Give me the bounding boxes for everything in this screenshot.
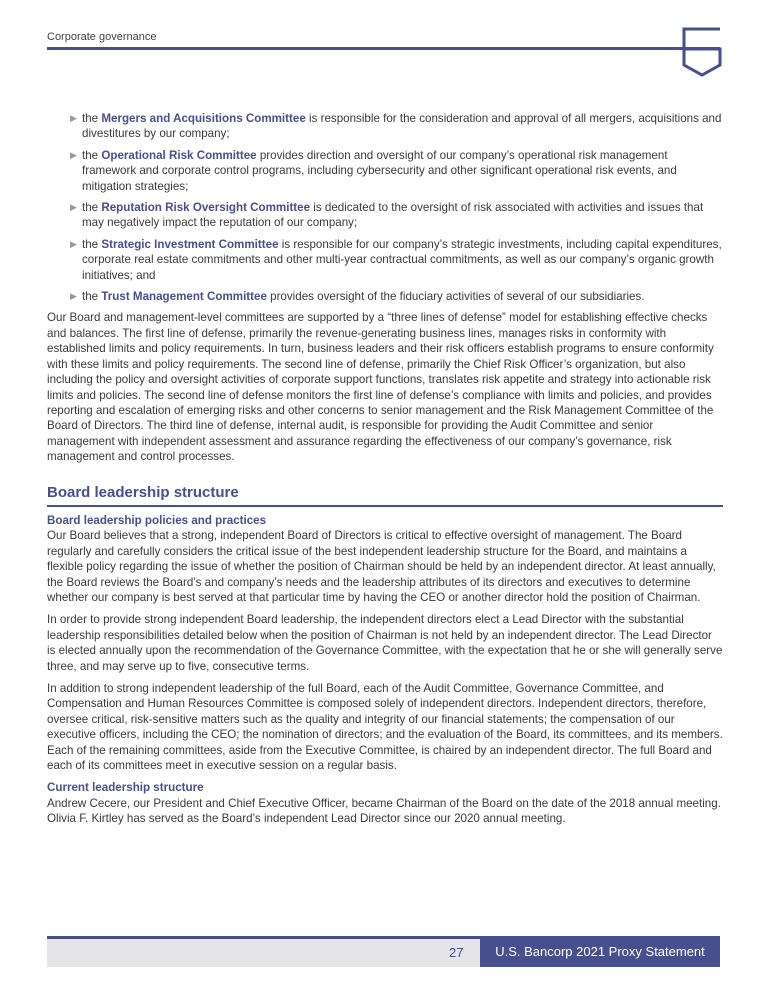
defense-paragraph: Our Board and management-level committees are supported by a “three lines of defense” model for establishing effective checks and balances. The first line of defense, primarily the revenue-generating business lines, manages risks in conformity with established limits and policy requirements. In turn, business leaders and their risk officers establish programs to ensure conformity with these limits and policy requirements. The second line of defense, primarily the Chief Risk Officer’s organization, but also including the policy and oversight activities of corporate support functions, translates risk appetite and strategy into actionable risk limits and policies. The second line of defense monitors the first line of defense’s compliance with limits and policies, and provides reporting and escalation of emerging risks and other concerns to senior management and the Risk Management Committee of the Board of Directors. The third line of defense, internal audit, is responsible for providing the Audit Committee and senior management with independent assessment and assurance regarding the effectiveness of our company’s governance, risk management and control processes. <box>47 311 714 464</box>
main-content <box>47 111 723 834</box>
arrow-bullet-icon: ▶ <box>70 202 77 213</box>
committee-name: Reputation Risk Oversight Committee <box>101 201 311 215</box>
item-text: is responsible for the consideration and approval of all mergers, acquisitions and divestitures by our company; <box>82 112 722 141</box>
list-item <box>47 148 723 194</box>
page-number: 27 <box>449 945 464 960</box>
shield-logo-icon <box>682 27 722 77</box>
item-prefix: the <box>82 148 102 162</box>
list-item <box>47 111 723 142</box>
item-text: is responsible for our company’s strategic investments, including capital expenditures, corporate real estate commitments and other multi-year contractual commitments, as well as our company’s organic growth initiatives; and <box>82 237 722 282</box>
item-prefix: the <box>82 237 102 251</box>
item-prefix: the <box>82 112 102 125</box>
arrow-bullet-icon: ▶ <box>70 291 77 302</box>
footer-bar <box>47 936 720 967</box>
list-item <box>47 237 723 283</box>
item-prefix: the <box>82 290 102 304</box>
subheading-policies: Board leadership policies and practices <box>47 513 267 527</box>
committee-list <box>47 111 723 304</box>
paragraph: In order to provide strong independent Board leadership, the independent directors elect a Lead Director with the substantial leadership responsibilities detailed below when the position of Chairman is not held by an independent director. The Lead Director is elected annually upon the recommendation of the Governance Committee, with the expectation that he or she will generally serve three, and may serve up to five, consecutive terms. <box>47 613 723 673</box>
arrow-bullet-icon: ▶ <box>70 113 77 123</box>
committee-name: Operational Risk Committee <box>101 148 257 162</box>
footer-title: U.S. Bancorp 2021 Proxy Statement <box>480 936 720 967</box>
subheading-current: Current leadership structure <box>47 781 204 795</box>
item-prefix: the <box>82 201 102 215</box>
header-rule <box>47 47 720 50</box>
arrow-bullet-icon: ▶ <box>70 238 77 249</box>
committee-name: Trust Management Committee <box>101 290 267 304</box>
section-heading: Board leadership structure <box>47 485 723 507</box>
committee-name: Mergers and Acquisitions Committee <box>101 112 306 125</box>
list-item <box>47 289 723 304</box>
paragraph: In addition to strong independent leadership of the full Board, each of the Audit Committee, Governance Committee, and Compensation and Human Resources Committee is composed solely of independent directors. Independent directors, therefore, oversee critical, risk-sensitive matters such as the quality and integrity of our financial statements; the compensation of our executive officers, including the CEO; the nomination of directors; and the evaluation of the Board, its committees, and its members. Each of the remaining committees, aside from the Executive Committee, is chaired by an independent director. The full Board and each of its committees meet in executive session on a regular basis. <box>47 682 723 773</box>
paragraph: Our Board believes that a strong, independent Board of Directors is critical to effective oversight of management. The Board regularly and carefully considers the critical issue of the best independent leadership structure for the Board, and maintains a flexible policy regarding the issue of whether the position of Chairman should be held by an independent director. At least annually, the Board reviews the Board’s and company’s needs and the leadership attributes of its directors and executives to determine whether our company is best served at that particular time by having the CEO or another director hold the position of Chairman. <box>47 529 716 604</box>
list-item <box>47 200 723 231</box>
running-header: Corporate governance <box>47 31 157 43</box>
paragraph: Andrew Cecere, our President and Chief Executive Officer, became Chairman of the Board on the date of the 2018 annual meeting. Olivia F. Kirtley has served as the Board’s independent Lead Director since our 2020 annual meeting. <box>47 796 721 826</box>
item-text: is dedicated to the oversight of risk associated with activities and issues that may negatively impact the reputation of our company; <box>82 201 704 230</box>
item-text: provides oversight of the fiduciary activities of several of our subsidiaries. <box>266 290 645 304</box>
committee-name: Strategic Investment Committee <box>101 237 279 251</box>
arrow-bullet-icon: ▶ <box>70 149 77 160</box>
item-text: provides direction and oversight of our company’s operational risk management framework and corporate control programs, including cybersecurity and other significant operational risk events, and mitigation strategies; <box>82 148 677 193</box>
